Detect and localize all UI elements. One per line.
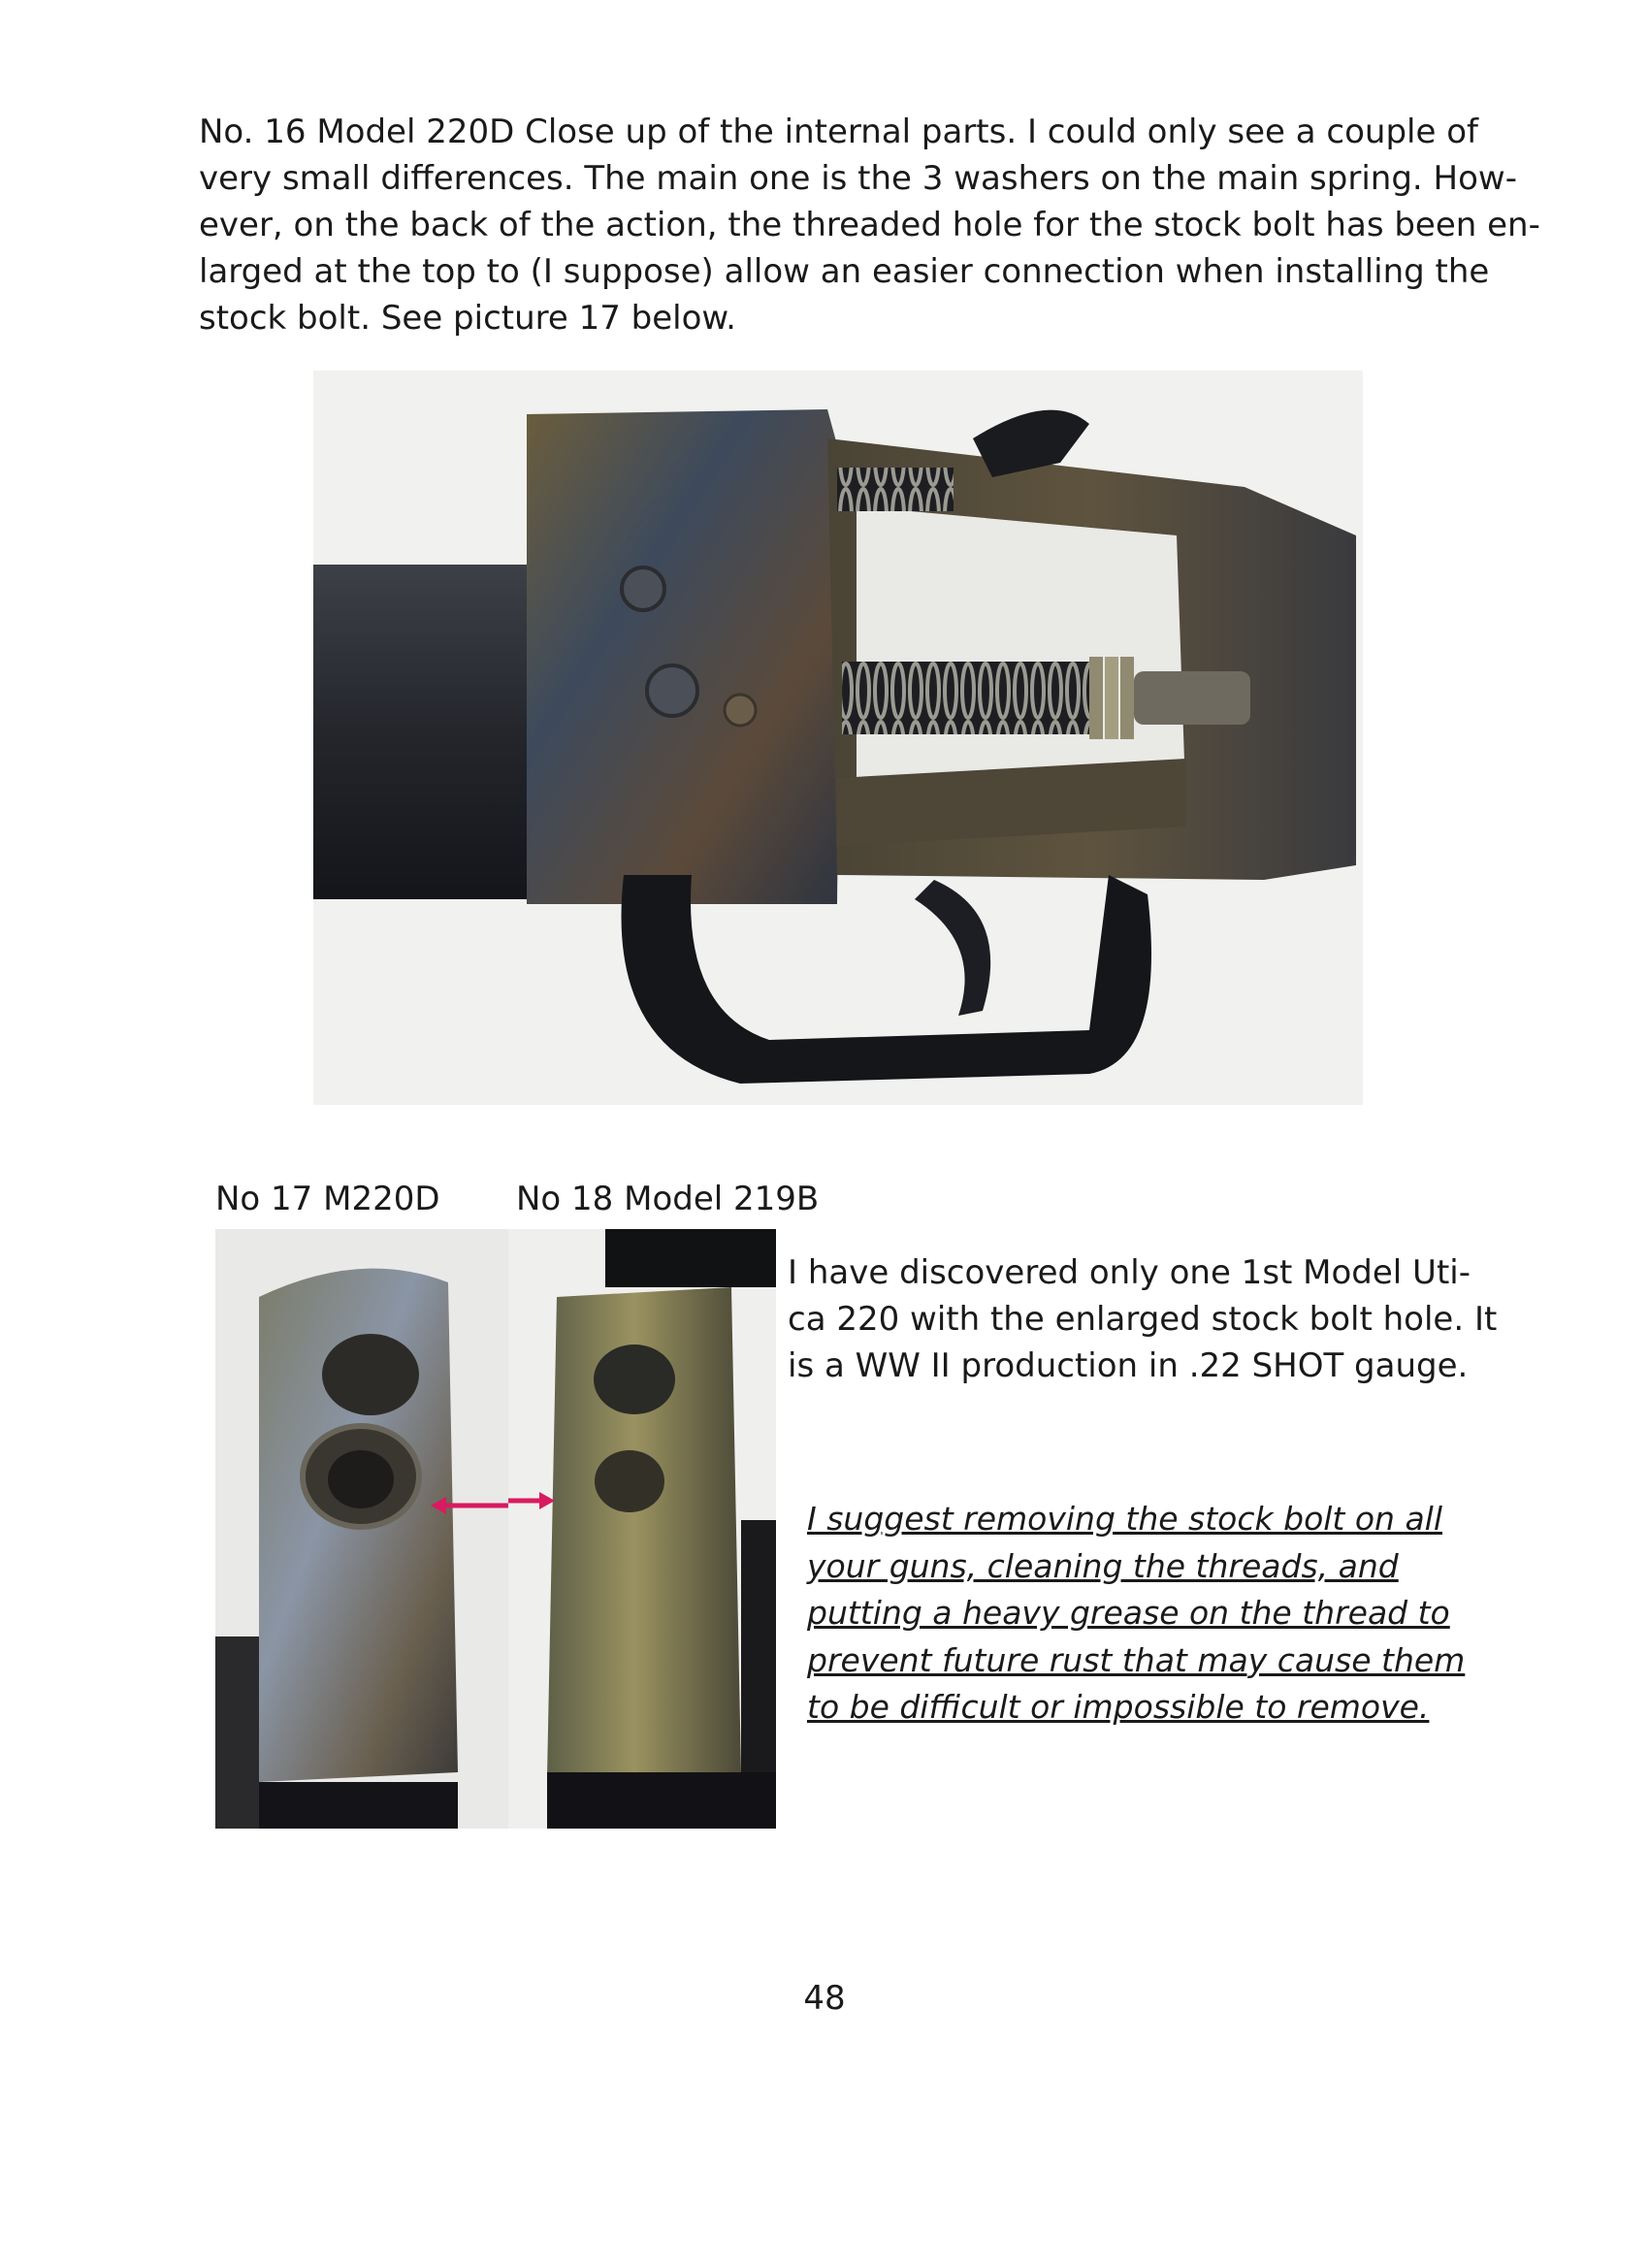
action-illustration <box>313 371 1363 1105</box>
note-line: to be difficult or impossible to remove. <box>807 1688 1430 1726</box>
note-line: your guns, cleaning the threads, and <box>807 1546 1399 1585</box>
m220d-illustration <box>215 1229 508 1829</box>
photo-m220d-stock-bolt-hole <box>215 1229 508 1829</box>
intro-line: stock bolt. See picture 17 below. <box>199 299 736 338</box>
note-line: I suggest removing the stock bolt on all <box>807 1500 1443 1538</box>
photo-internal-parts <box>313 371 1363 1105</box>
intro-line: larged at the top to (I suppose) allow an easier connection when installing the <box>199 252 1490 291</box>
side-line: ca 220 with the enlarged stock bolt hole. It <box>788 1300 1498 1339</box>
intro-line: No. 16 Model 220D Close up of the internal parts. I could only see a couple of <box>199 113 1478 151</box>
side-line: I have discovered only one 1st Model Uti- <box>788 1253 1471 1292</box>
note-line: putting a heavy grease on the thread to <box>807 1594 1450 1632</box>
219b-illustration <box>508 1229 776 1829</box>
note-line: prevent future rust that may cause them <box>807 1640 1466 1679</box>
photo-219b-stock-bolt-hole <box>508 1229 776 1829</box>
side-line: is a WW II production in .22 SHOT gauge. <box>788 1346 1469 1385</box>
caption-photo-18: No 18 Model 219B <box>516 1180 820 1218</box>
page-number: 48 <box>803 1979 846 2018</box>
side-paragraph <box>788 1249 1498 1389</box>
maintenance-note <box>807 1496 1467 1732</box>
intro-paragraph <box>199 109 1540 341</box>
intro-line: very small differences. The main one is the 3 washers on the main spring. How- <box>199 159 1517 198</box>
intro-line: ever, on the back of the action, the threaded hole for the stock bolt has been en- <box>199 206 1540 244</box>
caption-photo-17: No 17 M220D <box>215 1180 440 1218</box>
